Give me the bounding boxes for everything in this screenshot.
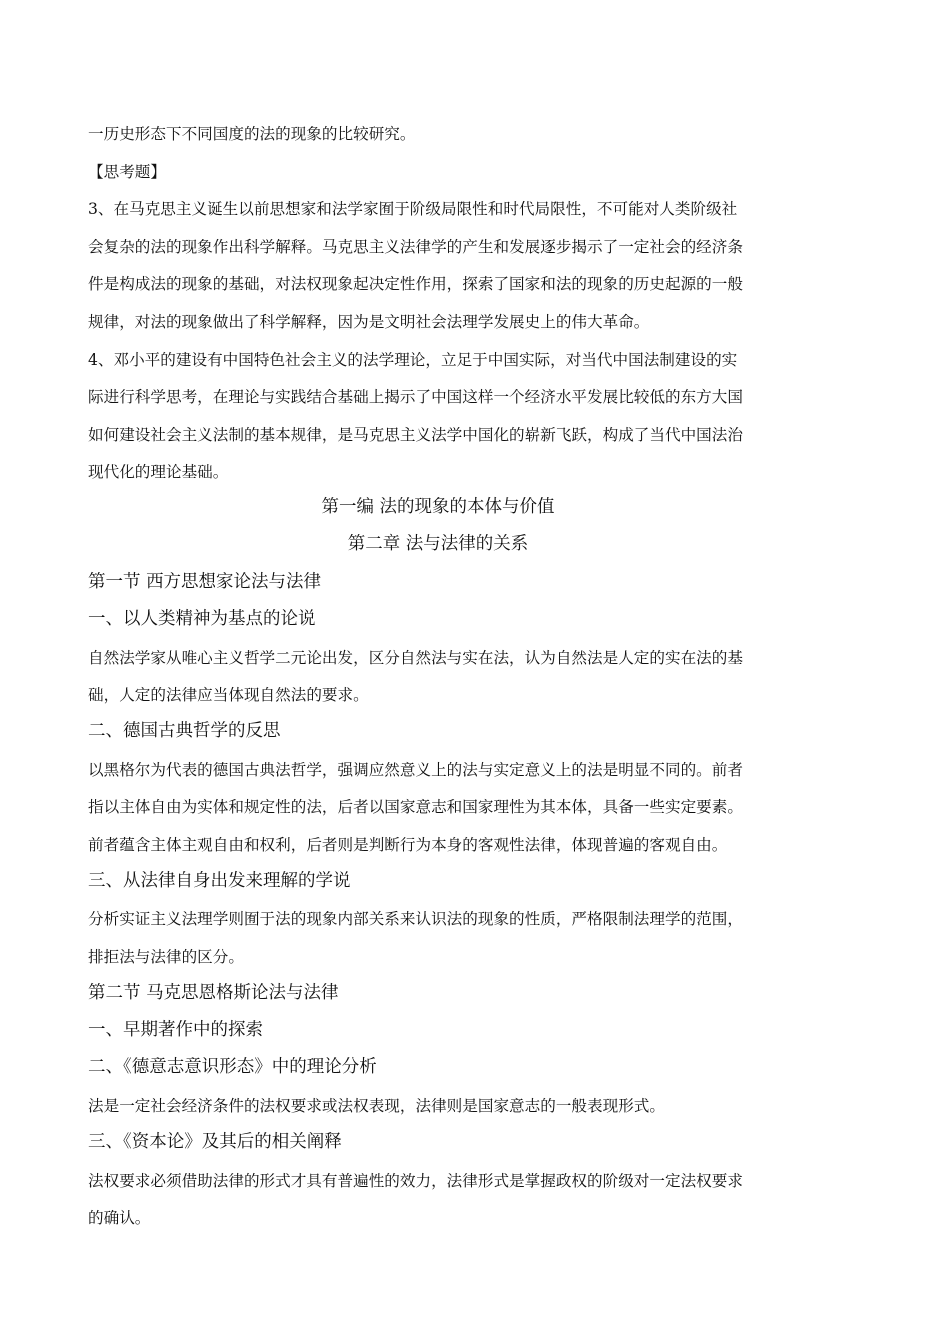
- paragraph-line: 件是构成法的现象的基础，对法权现象起决定性作用，探索了国家和法的现象的历史起源的一般: [88, 275, 743, 293]
- subsection-heading: 二、《德意志意识形态》中的理论分析: [88, 1057, 377, 1077]
- chapter-title: 第二章 法与法律的关系: [347, 534, 529, 554]
- subsection-heading: 三、《资本论》及其后的相关阐释: [88, 1132, 342, 1152]
- subsection-heading: 一、以人类精神为基点的论说: [88, 609, 316, 629]
- paragraph-line: 会复杂的法的现象作出科学解释。马克思主义法律学的产生和发展逐步揭示了一定社会的经济条: [88, 238, 743, 256]
- paragraph-line: 指以主体自由为实体和规定性的法，后者以国家意志和国家理性为其本体，具备一些实定要素。: [88, 798, 743, 816]
- paragraph-line: 的确认。: [88, 1209, 151, 1227]
- paragraph-line: 分析实证主义法理学则囿于法的现象内部关系来认识法的现象的性质，严格限制法理学的范围，: [88, 910, 743, 928]
- paragraph-line: 前者蕴含主体主观自由和权利，后者则是判断行为本身的客观性法律，体现普遍的客观自由。: [88, 836, 728, 854]
- paragraph-line: 规律，对法的现象做出了科学解释，因为是文明社会法理学发展史上的伟大革命。: [88, 313, 650, 331]
- subsection-heading: 三、从法律自身出发来理解的学说: [88, 871, 351, 891]
- section-heading: 第二节 马克思恩格斯论法与法律: [88, 983, 339, 1003]
- paragraph-line: 4、邓小平的建设有中国特色社会主义的法学理论，立足于中国实际，对当代中国法制建设的实: [88, 351, 738, 369]
- paragraph-line: 础，人定的法律应当体现自然法的要求。: [88, 686, 369, 704]
- paragraph-line: 自然法学家从唯心主义哲学二元论出发，区分自然法与实在法，认为自然法是人定的实在法的基: [88, 649, 743, 667]
- paragraph-line: 如何建设社会主义法制的基本规律，是马克思主义法学中国化的崭新飞跃，构成了当代中国法治: [88, 426, 743, 444]
- paragraph-line: 法权要求必须借助法律的形式才具有普遍性的效力，法律形式是掌握政权的阶级对一定法权要求: [88, 1172, 743, 1190]
- paragraph-line: 以黑格尔为代表的德国古典法哲学，强调应然意义上的法与实定意义上的法是明显不同的。前者: [88, 761, 743, 779]
- part-title: 第一编 法的现象的本体与价值: [321, 497, 555, 517]
- section-heading: 第一节 西方思想家论法与法律: [88, 572, 322, 592]
- subsection-heading: 二、德国古典哲学的反思: [88, 721, 281, 741]
- paragraph-line: 际进行科学思考，在理论与实践结合基础上揭示了中国这样一个经济水平发展比较低的东方大国: [88, 388, 743, 406]
- paragraph-line: 一历史形态下不同国度的法的现象的比较研究。: [88, 125, 416, 143]
- section-label-questions: 【思考题】: [88, 163, 166, 181]
- paragraph-line: 现代化的理论基础。: [88, 463, 229, 481]
- paragraph-line: 排拒法与法律的区分。: [88, 948, 244, 966]
- paragraph-line: 3、在马克思主义诞生以前思想家和法学家囿于阶级局限性和时代局限性，不可能对人类阶级社: [88, 200, 738, 218]
- paragraph-line: 法是一定社会经济条件的法权要求或法权表现，法律则是国家意志的一般表现形式。: [88, 1097, 665, 1115]
- subsection-heading: 一、早期著作中的探索: [88, 1020, 263, 1040]
